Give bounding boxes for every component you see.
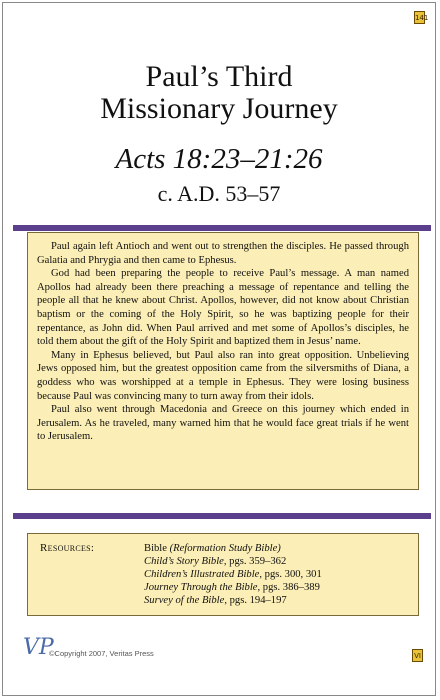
resource-detail: , pgs. 359–362 xyxy=(223,556,287,567)
copyright-text: ©Copyright 2007, Veritas Press xyxy=(49,649,154,658)
resources-label: Resources: xyxy=(40,542,95,554)
scripture-reference: Acts 18:23–21:26 xyxy=(115,143,323,175)
resource-detail: , pgs. 300, 301 xyxy=(259,569,322,580)
title-line-2: Missionary Journey xyxy=(100,92,338,125)
story-paragraph: Paul also went through Macedonia and Greece on this journey which ended in Jerusalem. As he traveled, many warned him that he would face great trials if he went to Jerusalem. xyxy=(37,404,409,443)
resource-item xyxy=(144,594,322,607)
resources-box xyxy=(27,533,419,616)
resource-item xyxy=(144,542,322,555)
resources-list xyxy=(144,542,322,607)
resource-item xyxy=(144,581,322,594)
page-title xyxy=(3,61,435,125)
resource-title: Child’s Story Bible xyxy=(144,556,224,567)
resource-detail: , pgs. 386–389 xyxy=(257,582,320,593)
date-range: c. A.D. 53–57 xyxy=(157,181,281,206)
divider-band-top xyxy=(13,225,431,231)
resource-detail: , pgs. 194–197 xyxy=(224,595,287,606)
veritas-logo-icon: VP xyxy=(23,635,54,660)
resource-title: Bible xyxy=(144,543,167,554)
story-paragraph: Paul again left Antioch and went out to strengthen the disciples. He passed through Galatia and Phrygia and then came to Ephesus. xyxy=(37,241,409,266)
divider-band-middle xyxy=(13,513,431,519)
resource-detail: (Reformation Study Bible) xyxy=(169,543,281,554)
resource-title: Survey of the Bible xyxy=(144,595,225,606)
resource-title: Children’s Illustrated Bible xyxy=(144,569,260,580)
story-paragraph: God had been preparing the people to receive Paul’s message. A man named Apollos had already been there preaching a message of repentance and telling the people all that he knew about Christ. Apollos, however, did not know about Christian baptism or the coming of the Holy Spirit, so he was baptizing people for their repentance, as John did. When Paul arrived and met some of Apollos’s disciples, he told them about the gift of the Holy Spirit and baptized them in Jesus’ name. xyxy=(37,268,409,348)
title-line-1: Paul’s Third xyxy=(145,60,293,93)
story-box xyxy=(27,232,419,490)
resource-item xyxy=(144,568,322,581)
story-paragraph: Many in Ephesus believed, but Paul also ran into great opposition. Unbelieving Jews opposed him, but the greatest opposition came from the silversmiths of Diana, a goddess who was worshipped at a temple in Ephesus. They were losing business because Paul was convincing many to turn away from their idols. xyxy=(37,349,409,402)
resource-title: Journey Through the Bible xyxy=(144,582,258,593)
card-series-icon: VI xyxy=(412,649,423,662)
card-number-icon: 141 xyxy=(414,11,425,24)
flashcard xyxy=(2,2,436,696)
resource-item xyxy=(144,555,322,568)
